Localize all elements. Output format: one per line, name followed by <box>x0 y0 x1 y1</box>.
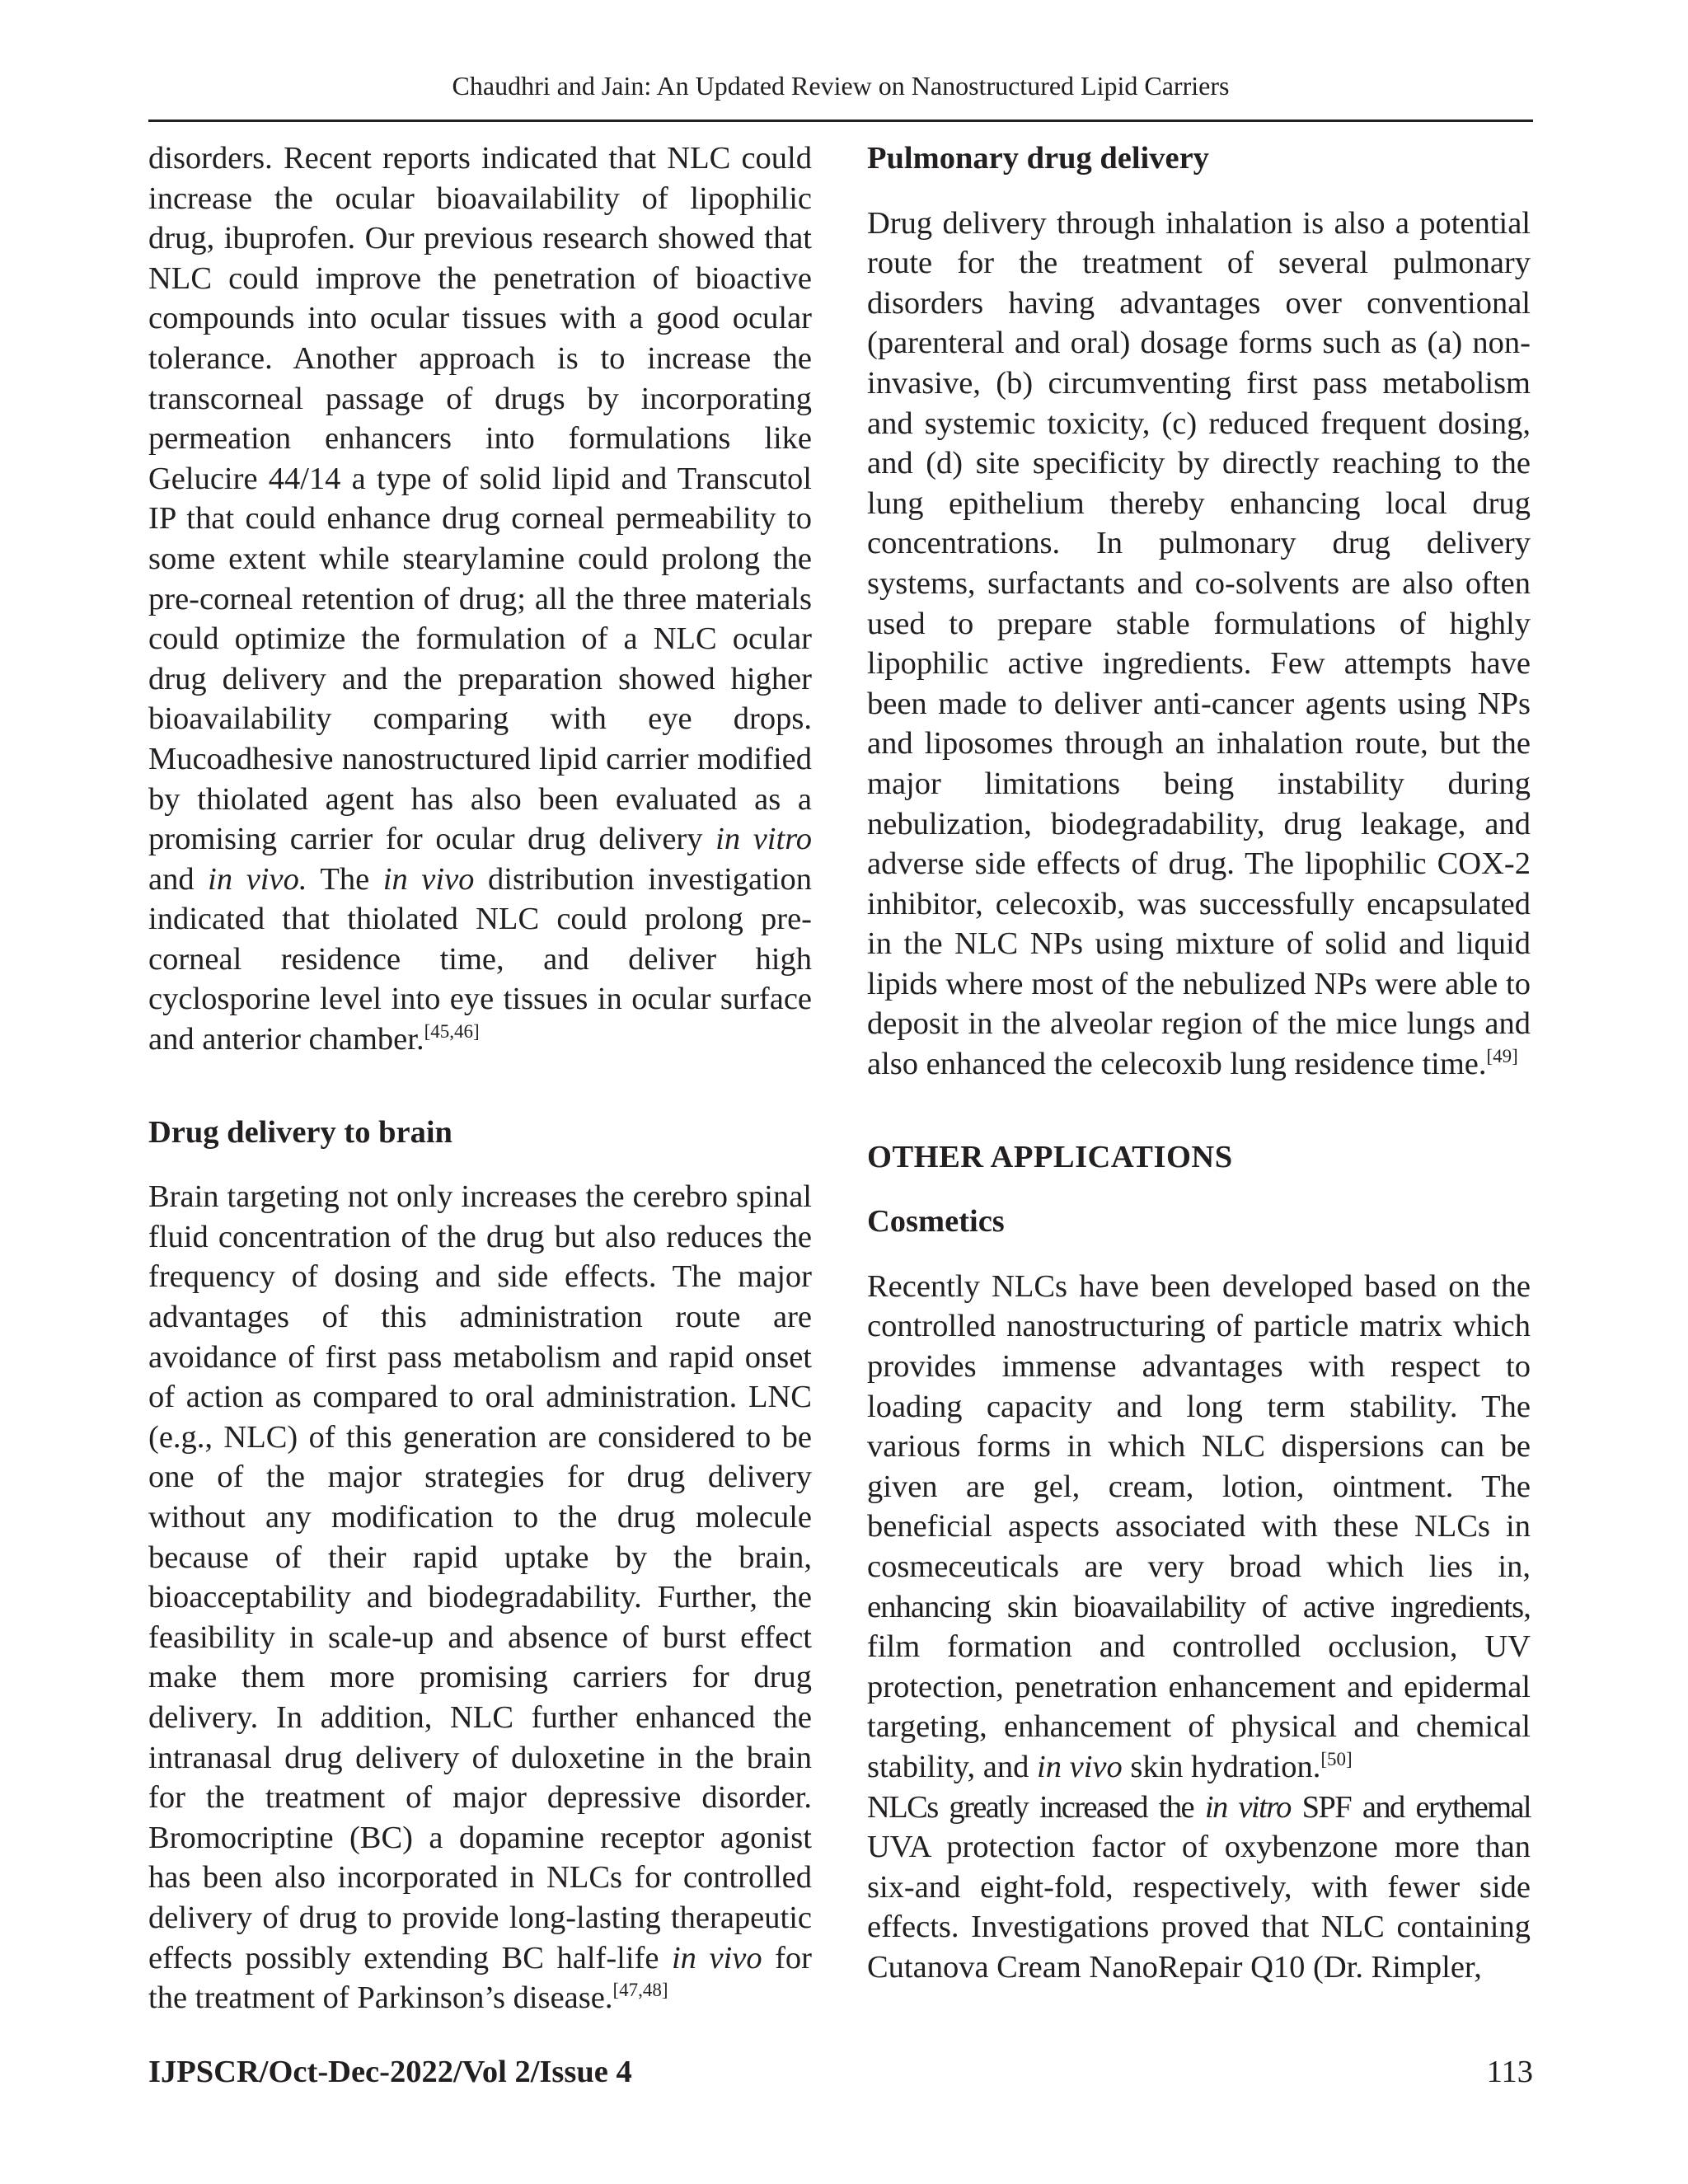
running-title: Chaudhri and Jain: An Updated Review on Nanostructured Lipid Carriers <box>452 71 1230 101</box>
spacer <box>867 1242 1531 1267</box>
spf-line <box>867 1788 1531 1828</box>
citation-ref: [49] <box>1486 1046 1518 1067</box>
body-text: NLCs greatly increased the <box>867 1789 1205 1825</box>
spacer <box>867 1085 1531 1137</box>
spacer <box>148 1060 812 1113</box>
body-text: skin hydration. <box>1122 1749 1321 1784</box>
brain-paragraph <box>148 1177 812 2018</box>
body-text: SPF and erythemal <box>1290 1789 1531 1825</box>
section-heading-cosmetics: Cosmetics <box>867 1204 1005 1240</box>
spf-paragraph <box>867 1827 1531 1987</box>
body-text: and <box>148 861 209 897</box>
citation-ref: [47,48] <box>612 1980 668 2001</box>
section-heading-other-applications: OTHER APPLICATIONS <box>867 1139 1233 1174</box>
journal-footer: IJPSCR/Oct-Dec-2022/Vol 2/Issue 4 <box>148 2055 632 2089</box>
section-heading-pulmonary: Pulmonary drug delivery <box>867 141 1209 176</box>
body-text: Recently NLCs have been developed based on the controlled nanostructuring of particle matrix which provides immense advantages with respect to loading capacity and long term stability. The various forms in which NLC dispersions can be given are gel, cream, lotion, ointment. The beneficial aspects associated with these NLCs in cosmeceuticals are very broad which lies in, <box>867 1268 1531 1584</box>
body-text: Brain targeting not only increases the cerebro spinal fluid concentration of the drug but also reduces the frequency of dosing and side effects. The major advantages of this administration route are avoidance of first pass metabolism and rapid onset of action as compared to oral administration. LNC (e.g., NLC) of this generation are considered to be one of the major strategies for drug delivery without any modification to the drug molecule because of their rapid uptake by the brain, bioacceptability and biodegradability. Further, the feasibility in scale-up and absence of burst effect make them more promising carriers for drug delivery. In addition, NLC further enhanced the intranasal drug delivery of duloxetine in the brain for the treatment of major depressive disorder. Bromocriptine (BC) a dopamine receptor agonist has been also incorporated in NLCs for controlled delivery of drug to provide long-lasting therapeutic effects possibly extending BC half-life <box>148 1179 812 1975</box>
italic-term: in vitro <box>715 822 812 857</box>
spacer <box>867 1177 1531 1202</box>
ocular-paragraph <box>148 138 812 1060</box>
spacer <box>867 179 1531 204</box>
body-text: film formation and controlled occlusion, UV protection, penetration enhancement and epidermal targeting, enhancement of physical and chemical stability, and <box>867 1629 1531 1784</box>
italic-term: in vivo <box>382 861 475 897</box>
body-text: Drug delivery through inhalation is also a potential route for the treatment of several pulmonary disorders having advantages over conventional (parenteral and oral) dosage forms such as (a) non-invasive, (b) circumventing first pass metabolism and systemic toxicity, (c) reduced frequent dosing, and (d) site specificity by directly reaching to the lung epithelium thereby enhancing local drug concentrations. In pulmonary drug delivery systems, surfactants and co-solvents are also often used to prepare stable formulations of highly lipophilic active ingredients. Few attempts have been made to deliver anti-cancer agents using NPs and liposomes through an inhalation route, but the major limitations being instability during nebulization, biodegradability, drug leakage, and adverse side effects of drug. The lipophilic COX-2 inhibitor, celecoxib, was successfully encapsulated in the NLC NPs using mixture of solid and liquid lipids where most of the nebulized NPs were able to deposit in the alveolar region of the mice lungs and also enhanced the celecoxib lung residence time. <box>867 205 1531 1082</box>
citation-ref: [50] <box>1320 1748 1353 1769</box>
body-text: enhancing skin bioavailability of active ingredients, <box>867 1589 1531 1624</box>
pulmonary-paragraph <box>867 204 1531 1085</box>
italic-term: in vivo <box>671 1940 762 1975</box>
body-text: distribution investigation indicated that thiolated NLC could prolong pre-corneal residence time, and deliver high cyclosporine level into eye tissues in ocular surface and anterior chamber. <box>148 861 812 1057</box>
italic-term: in vitro <box>1204 1789 1291 1825</box>
body-text: for the treatment of Parkinson’s disease. <box>148 1940 812 2016</box>
section-heading-brain: Drug delivery to brain <box>148 1114 452 1150</box>
header-rule <box>148 120 1533 122</box>
body-text: UVA protection factor of oxybenzone more than six-and eight-fold, respectively, with fewer side effects. Investigations proved that NLC containing Cutanova Cream NanoRepair Q10 (Dr. Rimpler, <box>867 1830 1531 1985</box>
left-column <box>148 138 812 2018</box>
italic-term: in vivo. <box>208 861 307 897</box>
spacer <box>148 1152 812 1177</box>
italic-term: in vivo <box>1037 1749 1123 1784</box>
citation-ref: [45,46] <box>424 1021 480 1043</box>
body-text: disorders. Recent reports indicated that NLC could increase the ocular bioavailability of lipophilic drug, ibuprofen. Our previous research showed that NLC could improve the penetration of bioactive compounds into ocular tissues with a good ocular tolerance. Another approach is to increase the transcorneal passage of drugs by incorporating permeation enhancers into formulations like Gelucire 44/14 a type of solid lipid and Transcutol IP that could enhance drug corneal permeability to some extent while stearylamine could prolong the pre-corneal retention of drug; all the three materials could optimize the formulation of a NLC ocular drug delivery and the preparation showed higher bioavailability comparing with eye drops. Mucoadhesive nanostructured lipid carrier modified by thiolated agent has also been evaluated as a promising carrier for ocular drug delivery <box>148 141 812 857</box>
right-column <box>867 138 1531 1988</box>
body-text: The <box>307 861 383 897</box>
cosmetics-paragraph <box>867 1267 1531 1788</box>
page-number: 113 <box>1486 2055 1533 2089</box>
